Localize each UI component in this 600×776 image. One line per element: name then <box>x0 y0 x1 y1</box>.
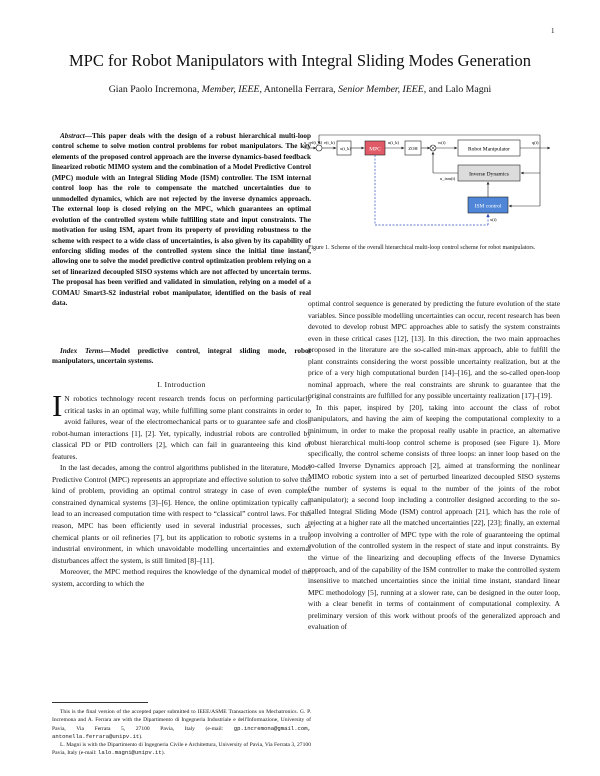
footnote-2-email[interactable]: lalo.magni@unipv.it <box>97 749 162 757</box>
section-heading: I. Introduction <box>157 380 206 389</box>
label-q: q(t) <box>532 140 539 145</box>
footnote-1 <box>52 708 311 741</box>
zoh-label: ZOH <box>408 146 418 151</box>
author-1-name: Gian Paolo Incremona, <box>108 84 200 95</box>
footnote-rule <box>52 702 148 703</box>
author-2-name: , Antonella Ferrara, <box>259 84 336 95</box>
author-line <box>30 84 570 96</box>
author-3-name: , and Lalo Magni <box>423 84 492 95</box>
label-x-feedback: x(t) <box>490 217 497 222</box>
footnote-2 <box>52 741 311 758</box>
inverse-dynamics-label: Inverse Dynamics <box>469 171 509 178</box>
footnote-2-end: ). <box>161 750 166 757</box>
footnotes <box>52 708 311 758</box>
ism-control-label: ISM control <box>474 203 502 210</box>
intro-paragraph-1-text: N robotics technology recent research trends focus on performing particularly critical tasks in an optimal way, while fulfilling some plant constraints in order to avoid failures, wear of the electromechanical parts or to guarantee safe and close robot-human interactions [1], [2]. Yet, typically, industrial robots are controlled by classical PD or PID controllers [2], which can fail in guaranteeing this kind of features. <box>52 394 311 461</box>
label-u-ism: u_ism(t) <box>440 176 456 181</box>
author-2-role: Senior Member, IEEE <box>338 84 424 95</box>
footnote-1-text: This is the final version of the accepted paper submitted to IEEE/ASME Transactions on Mechatronics. G. P. Incremona and A. Ferrara are with the Dipartimento di Ingegneria Industriale e dell'Informazione, University of Pavia, Via Ferrata 5, 27100 Pavia, Italy (e-mail: <box>52 709 311 732</box>
mpc-label: MPC <box>369 146 381 153</box>
footnote-1-email[interactable]: gp.incremona@gmail.com, antonella.ferrara@unipv.it <box>52 724 311 740</box>
index-terms <box>52 346 311 367</box>
abstract <box>52 131 311 309</box>
drop-cap: I <box>52 388 63 423</box>
author-1-role: Member, IEEE <box>201 84 260 95</box>
paper-title: MPC for Robot Manipulators with Integral Sliding Modes Generation <box>69 51 531 70</box>
sum-junction-1 <box>316 145 322 151</box>
figure-1-caption: Figure 1. Scheme of the overall hierarchical multi-loop control scheme for robot manipulators. <box>308 245 536 251</box>
abstract-text: —This paper deals with the design of a robust hierarchical multi-loop control scheme to solve motion control problems for robot manipulators. The key elements of the proposed control approach are the inverse dynamics-based feedback linearized robotic MIMO system and the combination of a Model Predictive Control (MPC) module with an Integral Sliding Mode (ISM) controller. The ISM internal control loop has the role to compensate the matched uncertainties due to unmodelled dynamics, which are not rejected by the inverse dynamics approach. The external loop is closed relying on the MPC, which guarantees an optimal evolution of the controlled system while fulfilling state and input constraints. The motivation for using ISM, apart from its property of providing robustness to the scheme with respect to a wide class of uncertainties, is also given by its capability of enforcing sliding modes of the controlled system since the initial time instant, allowing one to solve the model predictive control optimization problem relying on a set of linearized decoupled SISO systems which are not affected by uncertain terms. The proposal has been verified and validated in simulation, relying on a model of a COMAU Smart3-S2 industrial robot manipulator, identified on the basis of real data. <box>52 132 311 308</box>
right-paragraph-1: optimal control sequence is generated by predicting the future evolution of the state variables. Since possible modelling uncertainties can occur, recent research has been devoted to develop robust MPC approaches able to satisfy the system constraints even in these critical cases [12], [13]. In this direction, the two main approaches proposed in the literature are the so-called min-max approach, able to fulfill the plant constraints considering the worst possible uncertainty realization, but at the price of a very high computational burden [14]–[16], and the so-called open-loop nominal approach, where the real constraints are shrunk to guarantee that the original constraints are fulfilled for any possible uncertainty realization [17]–[19]. <box>308 299 560 401</box>
right-column-body <box>308 298 560 633</box>
introduction-body <box>52 388 311 589</box>
page-number: 1 <box>551 27 555 35</box>
robot-manipulator-label: Robot Manipulator <box>467 146 511 153</box>
label-sampler: x(t_k) <box>340 146 351 151</box>
label-w: w(t) <box>438 140 446 145</box>
label-e: e(t_k) <box>324 140 335 145</box>
abstract-lead: Abstract <box>60 132 85 140</box>
footnote-1-end: ). <box>139 733 143 740</box>
label-u: u(t_k) <box>388 140 399 145</box>
intro-paragraph-2: In the last decades, among the control algorithms published in the literature, Model Predictive Control (MPC) represents an appropriate and effective solution to solve this kind of problem, providing an optimal control strategy in case of even complex constrained dynamical systems [3]–[6]. Hence, the online optimization typically can lead to an increased computation time with respect to “classical” control laws. For this reason, MPC has been efficiently used in several industrial processes, such as chemical plants or oil refineries [7], but its application to robotic systems in a true industrial environment, in which unavoidable modelling uncertainties and external disturbances affect the system, is still limited [8]–[11]. <box>52 463 311 565</box>
label-x-ref: x_ref(t_k) <box>304 140 323 145</box>
index-terms-text: —Model predictive control, integral sliding mode, robot manipulators, uncertain systems. <box>52 347 311 366</box>
footnote-2-text: L. Magni is with the Dipartimento di Ingegneria Civile e Architettura, University of Pavia, Via Ferrata 3, 27100 Pavia, Italy (e-mail: <box>52 742 311 757</box>
figure-1-diagram <box>300 131 562 235</box>
intro-paragraph-1 <box>52 388 311 462</box>
right-paragraph-2: In this paper, inspired by [20], taking into account the class of robot manipulators, and having the aim of keeping the computational complexity to a minimum, in order to make the proposal really usable in practice, an alternative robust hierarchical multi-loop control scheme is proposed (see Figure 1). More specifically, the control scheme consists of three loops: an inner loop based on the so-called Inverse Dynamics approach [2], aimed at transforming the nonlinear MIMO robotic system into a set of perturbed linearized decoupled SISO systems (the number of systems is equal to the number of the joints of the robot manipulator); a second loop including a controller designed according to the so-called Integral Sliding Mode (ISM) control approach [21], which has the role of rejecting at a higher rate all the matched uncertainties [22], [23]; finally, an external loop involving a controller of MPC type with the role of guaranteeing the optimal evolution of the controlled system in the respect of state and input constraints. By the virtue of the linearizing and decoupling effects of the Inverse Dynamics approach, and of the capability of the ISM controller to make the controlled system insensitive to matched uncertainties since the initial time instant, standard linear MPC methodology [5], running at a slower rate, can be designed in the outer loop, with a clear benefit in terms of containment of computational complexity. A preliminary version of this work without proofs of the generalized approach and evaluation of <box>308 402 560 632</box>
index-terms-lead: Index Terms <box>60 347 104 355</box>
intro-paragraph-3: Moreover, the MPC method requires the knowledge of the dynamical model of the system, according to which the <box>52 567 311 588</box>
